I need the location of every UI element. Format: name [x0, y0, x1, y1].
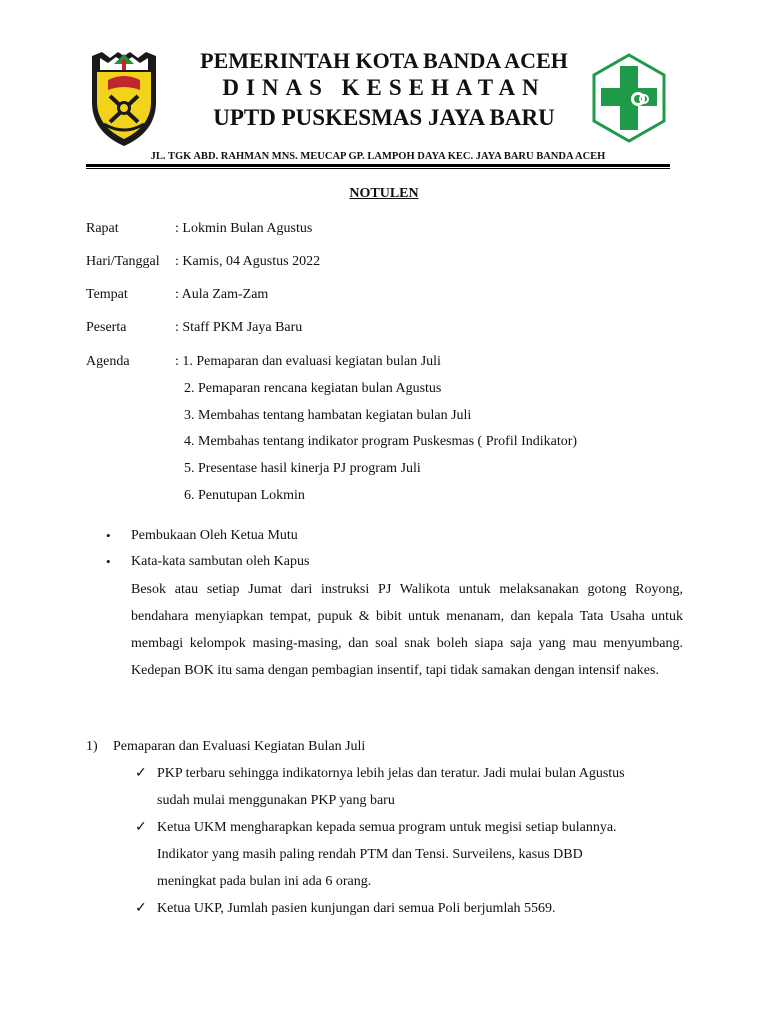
header-line-3: UPTD PUSKESMAS JAYA BARU [213, 105, 555, 130]
section-number: 1) [86, 739, 98, 754]
agenda-item: 5. Presentase hasil kinerja PJ program Juli [184, 461, 421, 476]
header-line-2: DINAS KESEHATAN [222, 75, 546, 100]
section-heading: Pemaparan dan Evaluasi Kegiatan Bulan Juli [113, 739, 366, 754]
meta-value: : Staff PKM Jaya Baru [175, 320, 303, 335]
meta-label: Rapat [86, 221, 119, 236]
meta-label: Tempat [86, 287, 128, 302]
meta-value: : Aula Zam-Zam [175, 287, 269, 302]
check-item-line: Indikator yang masih paling rendah PTM dan Tensi. Surveilens, kasus DBD [157, 847, 583, 862]
agenda-label: Agenda [86, 354, 130, 369]
agenda-item: 6. Penutupan Lokmin [184, 488, 305, 503]
remarks-paragraph: Besok atau setiap Jumat dari instruksi PJ Walikota untuk melaksanakan gotong Royong, bendahara menyiapkan tempat, pupuk & bibit untuk menanam, dan kepala Tata Usaha untuk membagi kelompok masing-masing, dan soal snak boleh siapa saja yang mau menyumbang. Kedepan BOK itu sama dengan pembagian insentif, tapi tidak samakan dengan intensif nakes. [131, 582, 683, 678]
check-icon: ✓ [135, 901, 147, 916]
agenda-item: 2. Pemaparan rencana kegiatan bulan Agustus [184, 381, 442, 396]
header-divider-thin [86, 168, 670, 169]
check-item-line: Ketua UKP, Jumlah pasien kunjungan dari semua Poli berjumlah 5569. [157, 901, 556, 916]
bullet-icon: • [106, 554, 111, 569]
header-address: JL. TGK ABD. RAHMAN MNS. MEUCAP GP. LAMPOH DAYA KEC. JAYA BARU BANDA ACEH [150, 151, 606, 162]
check-icon: ✓ [135, 766, 147, 781]
agenda-item: 4. Membahas tentang indikator program Puskesmas ( Profil Indikator) [184, 434, 578, 449]
bullet-icon: • [106, 528, 111, 543]
meta-label: Hari/Tanggal [86, 254, 160, 269]
check-item-line: sudah mulai menggunakan PKP yang baru [157, 793, 395, 808]
header-line-1: PEMERINTAH KOTA BANDA ACEH [200, 48, 568, 73]
bullet-item: Pembukaan Oleh Ketua Mutu [131, 528, 298, 543]
check-item-line: meningkat pada bulan ini ada 6 orang. [157, 874, 372, 889]
agenda-item: : 1. Pemaparan dan evaluasi kegiatan bulan Juli [175, 354, 441, 369]
agenda-item: 3. Membahas tentang hambatan kegiatan bulan Juli [184, 408, 472, 423]
city-crest-icon [88, 50, 160, 148]
meta-value: : Lokmin Bulan Agustus [175, 221, 313, 236]
meta-label: Peserta [86, 320, 127, 335]
check-icon: ✓ [135, 820, 147, 835]
document-title: NOTULEN [349, 186, 419, 201]
header-divider [86, 164, 670, 167]
check-item-line: PKP terbaru sehingga indikatornya lebih jelas dan teratur. Jadi mulai bulan Agustus [157, 766, 625, 781]
check-item-line: Ketua UKM mengharapkan kepada semua program untuk megisi setiap bulannya. [157, 820, 617, 835]
meta-value: : Kamis, 04 Agustus 2022 [175, 254, 321, 269]
bullet-item: Kata-kata sambutan oleh Kapus [131, 554, 310, 569]
